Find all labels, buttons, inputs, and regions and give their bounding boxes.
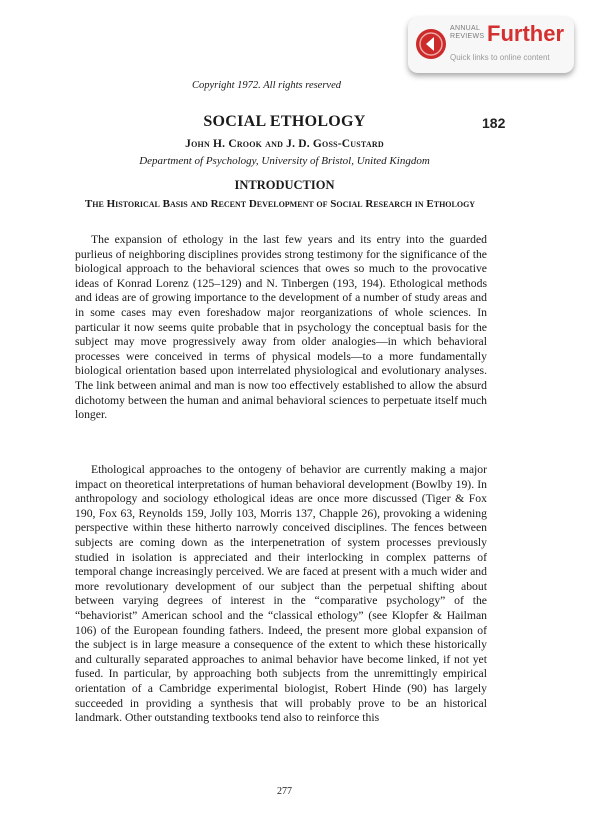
body-paragraph: The expansion of ethology in the last few years and its entry into the guarded purlieus of neighboring disciplines provides strong testimony for the significance of the biological approach to the behavioral sciences that owes so much to the provocative ideas of Konrad Lorenz (125–129) and N. Tinbergen (193, 194). Ethological methods and ideas are of growing importance to the development of a number of study areas and in some cases may even foreshadow major reorganizations of whole sciences. In particular it now seems quite probable that in psychology the conceptual basis for the subject may move progressively away from older analogies—in which behavioral processes were conceived in terms of physical models—to a more fundamentally biological orientation based upon interrelated physiological and evolutionary analyses. The link between animal and man is now too effectively established to allow the absurd dichotomy between the human and animal behavioral sciences to perpetuate itself much longer.: [75, 233, 487, 422]
section-heading: INTRODUCTION: [234, 178, 335, 192]
article-authors: John H. Crook and J. D. Goss-Custard: [185, 138, 384, 150]
author-affiliation: Department of Psychology, University of Bristol, United Kingdom: [139, 155, 430, 167]
further-links-badge[interactable]: [408, 17, 574, 73]
copyright-notice: Copyright 1972. All rights reserved: [191, 80, 342, 91]
play-arrow-icon: [416, 29, 446, 59]
page-number: 277: [277, 786, 292, 797]
badge-annual-label: ANNUAL: [450, 25, 481, 32]
article-title: SOCIAL ETHOLOGY: [203, 113, 366, 130]
article-number: 182: [482, 115, 506, 131]
badge-reviews-label: REVIEWS: [450, 33, 485, 40]
badge-further-label: Further: [487, 21, 564, 46]
subsection-heading: The Historical Basis and Recent Development of Social Research in Ethology: [84, 198, 476, 210]
body-paragraph: Ethological approaches to the ontogeny of behavior are currently making a major impact on theoretical interpretations of human behavioral development (Bowlby 19). In anthropology and sociology ethological ideas are once more discussed (Tiger & Fox 190, Fox 63, Reynolds 159, Jolly 103, Morris 137, Chapple 26), provoking a widening perspective within these hitherto narrowly conceived disciplines. The fences between subjects are coming down as the interpenetration of system processes previously studied in isolation is appreciated and their interlocking in complex patterns of temporal change increasingly perceived. We are faced at present with a much wider and more revolutionary development of our subject than the perpetual shifting about between varying degrees of interest in the “comparative psychology” of the “behaviorist” American school and the “classical ethology” (see Klopfer & Hailman 106) of the European founding fathers. Indeed, the present more global expansion of the subject is in large measure a consequence of the extent to which these historically and culturally separated approaches to animal behavior have become linked, if not yet fused. In particular, by approaching both subjects from the unremittingly empirical orientation of a Cambridge experimental biologist, Robert Hinde (90) has largely succeeded in providing a synthesis that will probably prove to be an historical landmark. Other outstanding textbooks tend also to reinforce this: [75, 463, 487, 725]
badge-subtitle: Quick links to online content: [450, 53, 550, 62]
